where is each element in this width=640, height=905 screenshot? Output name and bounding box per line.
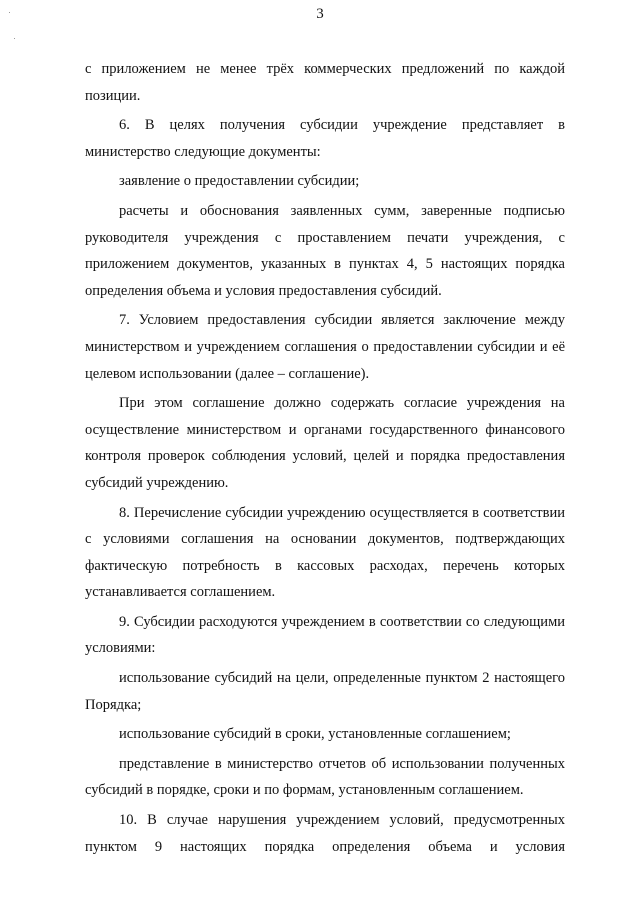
paragraph: 8. Перечисление субсидии учреждению осуществляется в соответствии с условиями соглашения на основании документов, подтверждающих фактическую потребность в кассовых расходах, перечень которых устанавливается соглашением. bbox=[85, 504, 565, 601]
scan-speck bbox=[14, 38, 15, 39]
paragraph: представление в министерство отчетов об использовании полученных субсидий в порядке, сроки и по формам, установленным соглашением. bbox=[85, 755, 565, 799]
paragraph: использование субсидий в сроки, установленные соглашением; bbox=[119, 726, 511, 743]
paragraph: использование субсидий на цели, определенные пунктом 2 настоящего Порядка; bbox=[85, 670, 565, 713]
paragraph: При этом соглашение должно содержать согласие учреждения на осуществление министерством и органами государственного финансового контроля проверок соблюдения условий, целей и порядка предоставления субсидий учреждению. bbox=[85, 395, 565, 491]
document-body bbox=[85, 56, 565, 860]
paragraph: 10. В случае нарушения учреждением условий, предусмотренных пунктом 9 настоящих порядка определения объема и условия bbox=[85, 812, 565, 855]
paragraph: расчеты и обоснования заявленных сумм, заверенные подписью руководителя учреждения с проставлением печати учреждения, с приложением документов, указанных в пунктах 4, 5 настоящих порядка определения объема и условия предоставления субсидий. bbox=[85, 202, 565, 299]
page-number: 3 bbox=[316, 6, 324, 22]
paragraph: 7. Условием предоставления субсидии является заключение между министерством и учреждением соглашения о предоставлении субсидии и её целевом использовании (далее – соглашение). bbox=[85, 312, 565, 382]
paragraph: 6. В целях получения субсидии учреждение представляет в министерство следующие документы: bbox=[85, 117, 565, 160]
paragraph: 9. Субсидии расходуются учреждением в соответствии со следующими условиями: bbox=[85, 613, 565, 657]
paragraph: с приложением не менее трёх коммерческих предложений по каждой позиции. bbox=[85, 61, 565, 104]
paragraph: заявление о предоставлении субсидии; bbox=[119, 173, 360, 190]
